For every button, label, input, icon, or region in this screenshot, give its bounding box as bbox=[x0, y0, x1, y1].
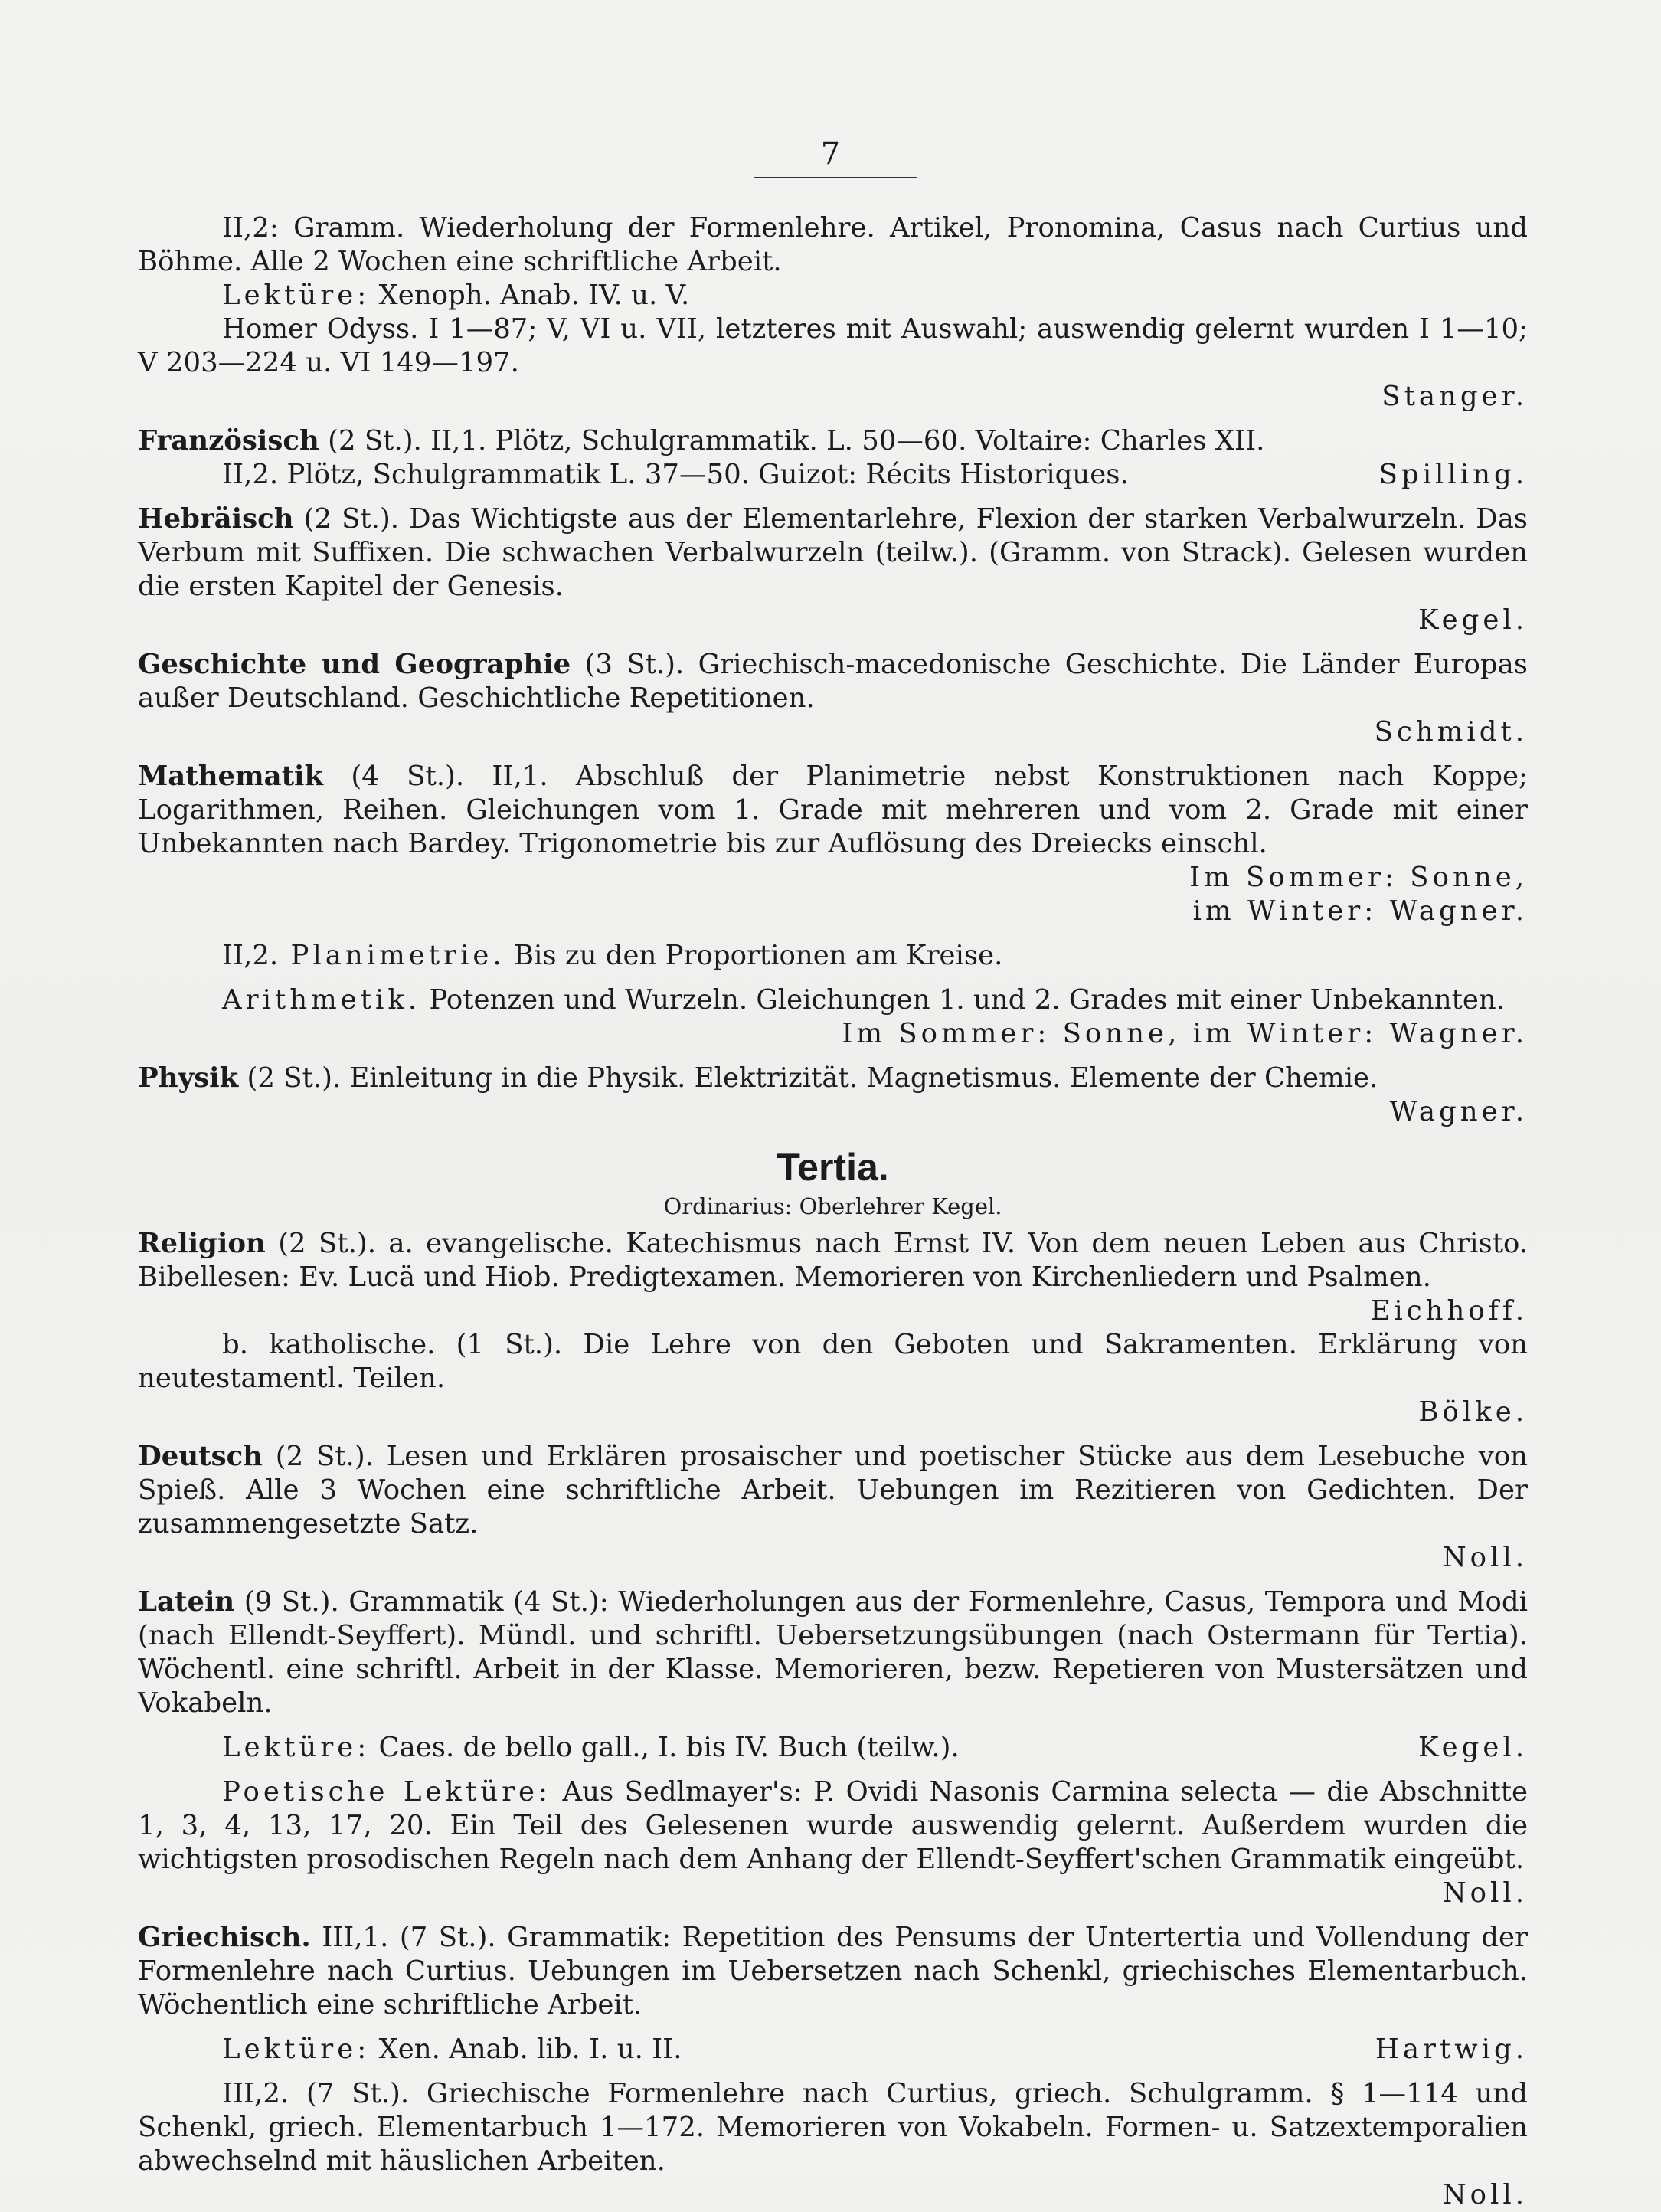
paragraph-greek-iii2: III,2. (7 St.). Griechische Formenlehre nach Curtius, griech. Schulgramm. § 1—114 und Schenkl, griech. Elementarbuch 1—172. Memorieren von Vokabeln. Formen- u. Satzextemporalien abwechselnd mit häuslichen Arbeiten. bbox=[138, 2078, 1528, 2177]
paragraph-german: Deutsch (2 St.). Lesen und Erklären prosaischer und poetischer Stücke aus dem Lesebuche von Spieß. Alle 3 Wochen eine schriftliche Arbeit. Uebungen im Rezitieren von Gedichten. Der zusammengesetzte Satz. bbox=[138, 1441, 1528, 1540]
subject-heading: Latein bbox=[138, 1586, 235, 1618]
subject-heading: Französisch bbox=[138, 425, 319, 456]
teacher-name: Hartwig. bbox=[1375, 2034, 1528, 2065]
teacher-name: Stanger. bbox=[1381, 381, 1528, 412]
subject-heading: Mathematik bbox=[138, 761, 324, 792]
paragraph-latin: Latein (9 St.). Grammatik (4 St.): Wiederholungen aus der Formenlehre, Casus, Tempora und Modi (nach Ellendt-Seyffert). Mündl. und schriftl. Uebersetzungsübungen (nach Ostermann für Tertia). Wöchentl. eine schriftl. Arbeit in der Klasse. Memorieren, bezw. Repetieren von Mustersätzen und Vokabeln. bbox=[138, 1586, 1528, 1719]
paragraph-hebrew: Hebräisch (2 St.). Das Wichtigste aus der Elementarlehre, Flexion der starken Verbalwurzeln. Das Verbum mit Suffixen. Die schwachen Verbalwurzeln (teilw.). (Gramm. von Strack). Gelesen wurden die ersten Kapitel der Genesis. bbox=[138, 503, 1528, 602]
paragraph-religion: Religion (2 St.). a. evangelische. Katechismus nach Ernst IV. Von dem neuen Leben aus Christo. Bibellesen: Ev. Lucä und Hiob. Predigtexamen. Memorieren von Kirchenliedern und Psalmen. bbox=[138, 1228, 1528, 1293]
subject-heading: Religion bbox=[138, 1228, 266, 1259]
teacher-name: Im Sommer: Sonne, im Winter: Wagner. bbox=[842, 1018, 1528, 1049]
paragraph-homer: Homer Odyss. I 1—87; V, VI u. VII, letzteres mit Auswahl; auswendig gelernt wurden I 1—10; V 203—224 u. VI 149—197. bbox=[138, 313, 1528, 378]
document-body bbox=[138, 211, 1528, 2212]
teacher-name: im Winter: Wagner. bbox=[1192, 895, 1528, 927]
subject-heading: Hebräisch bbox=[138, 503, 294, 535]
page-number-rule bbox=[754, 177, 917, 178]
paragraph-greek: Griechisch. III,1. (7 St.). Grammatik: Repetition des Pensums der Untertertia und Vollendung der Formenlehre nach Curtius. Uebungen im Uebersetzen nach Schenkl, griechisches Elementarbuch. Wöchentlich eine schriftliche Arbeit. bbox=[138, 1922, 1528, 2021]
paragraph-french: Französisch (2 St.). II,1. Plötz, Schulgrammatik. L. 50—60. Voltaire: Charles XII. bbox=[138, 425, 1265, 456]
section-heading-tertia: Tertia. bbox=[777, 1146, 889, 1189]
teacher-name: Noll. bbox=[1442, 2179, 1528, 2210]
teacher-name: Schmidt. bbox=[1374, 716, 1528, 748]
subject-heading: Geschichte und Geographie bbox=[138, 649, 571, 680]
teacher-name: Kegel. bbox=[1418, 1732, 1528, 1763]
page-number: 7 bbox=[820, 136, 841, 172]
paragraph-greek-grammar: II,2: Gramm. Wiederholung der Formenlehre. Artikel, Pronomina, Casus nach Curtius und Böhme. Alle 2 Wochen eine schriftliche Arbeit. bbox=[138, 212, 1528, 277]
label-lektuere: Lektüre: bbox=[222, 280, 371, 311]
teacher-name: Spilling. bbox=[1378, 459, 1528, 490]
paragraph-history: Geschichte und Geographie (3 St.). Griechisch-macedonische Geschichte. Die Länder Europas außer Deutschland. Geschichtliche Repetitionen. bbox=[138, 649, 1528, 714]
paragraph-physics: Physik (2 St.). Einleitung in die Physik. Elektrizität. Magnetismus. Elemente der Chemie. bbox=[138, 1062, 1378, 1094]
paragraph-greek-reading-2: Lektüre: Xen. Anab. lib. I. u. II. Hartwig. bbox=[222, 2034, 1528, 2065]
paragraph-math: Mathematik (4 St.). II,1. Abschluß der Planimetrie nebst Konstruktionen nach Koppe; Logarithmen, Reihen. Gleichungen vom 1. Grade mit mehreren und vom 2. Grade mit einer Unbekannten nach Bardey. Trigonometrie bis zur Auflösung des Dreiecks einschl. bbox=[138, 761, 1528, 859]
subject-heading: Griechisch. bbox=[138, 1922, 311, 1953]
teacher-name: Wagner. bbox=[1389, 1096, 1528, 1127]
teacher-name: Im Sommer: Sonne, bbox=[1189, 862, 1528, 893]
teacher-name: Noll. bbox=[1442, 1877, 1528, 1909]
teacher-name: Bölke. bbox=[1418, 1396, 1528, 1428]
ordinarius-line: Ordinarius: Oberlehrer Kegel. bbox=[663, 1193, 1002, 1219]
paragraph-planimetry: II,2. Planimetrie. Bis zu den Proportionen am Kreise. bbox=[222, 940, 1003, 971]
paragraph-french-2: II,2. Plötz, Schulgrammatik L. 37—50. Guizot: Récits Historiques. Spilling. bbox=[222, 459, 1528, 490]
subject-heading: Deutsch bbox=[138, 1441, 263, 1472]
teacher-name: Noll. bbox=[1442, 1542, 1528, 1573]
subject-heading: Physik bbox=[138, 1062, 239, 1094]
teacher-name: Eichhoff. bbox=[1370, 1295, 1528, 1327]
paragraph-greek-reading: Lektüre: Xenoph. Anab. IV. u. V. bbox=[222, 280, 690, 311]
paragraph-arithmetic: Arithmetik. Potenzen und Wurzeln. Gleichungen 1. und 2. Grades mit einer Unbekannten. bbox=[222, 984, 1506, 1016]
paragraph-latin-reading: Lektüre: Caes. de bello gall., I. bis IV. Buch (teilw.). Kegel. bbox=[222, 1732, 1528, 1763]
paragraph-latin-poetry: Poetische Lektüre: Aus Sedlmayer's: P. Ovidi Nasonis Carmina selecta — die Abschnitte 1, 3, 4, 13, 17, 20. Ein Teil des Gelesenen wurde auswendig gelernt. Außerdem wurden die wichtigsten prosodischen Regeln nach dem Anhang der Ellendt-Seyffert'schen Grammatik eingeübt. bbox=[138, 1776, 1528, 1875]
teacher-name: Kegel. bbox=[1418, 604, 1528, 636]
paragraph-religion-catholic: b. katholische. (1 St.). Die Lehre von den Geboten und Sakramenten. Erklärung von neutestamentl. Teilen. bbox=[138, 1329, 1528, 1394]
